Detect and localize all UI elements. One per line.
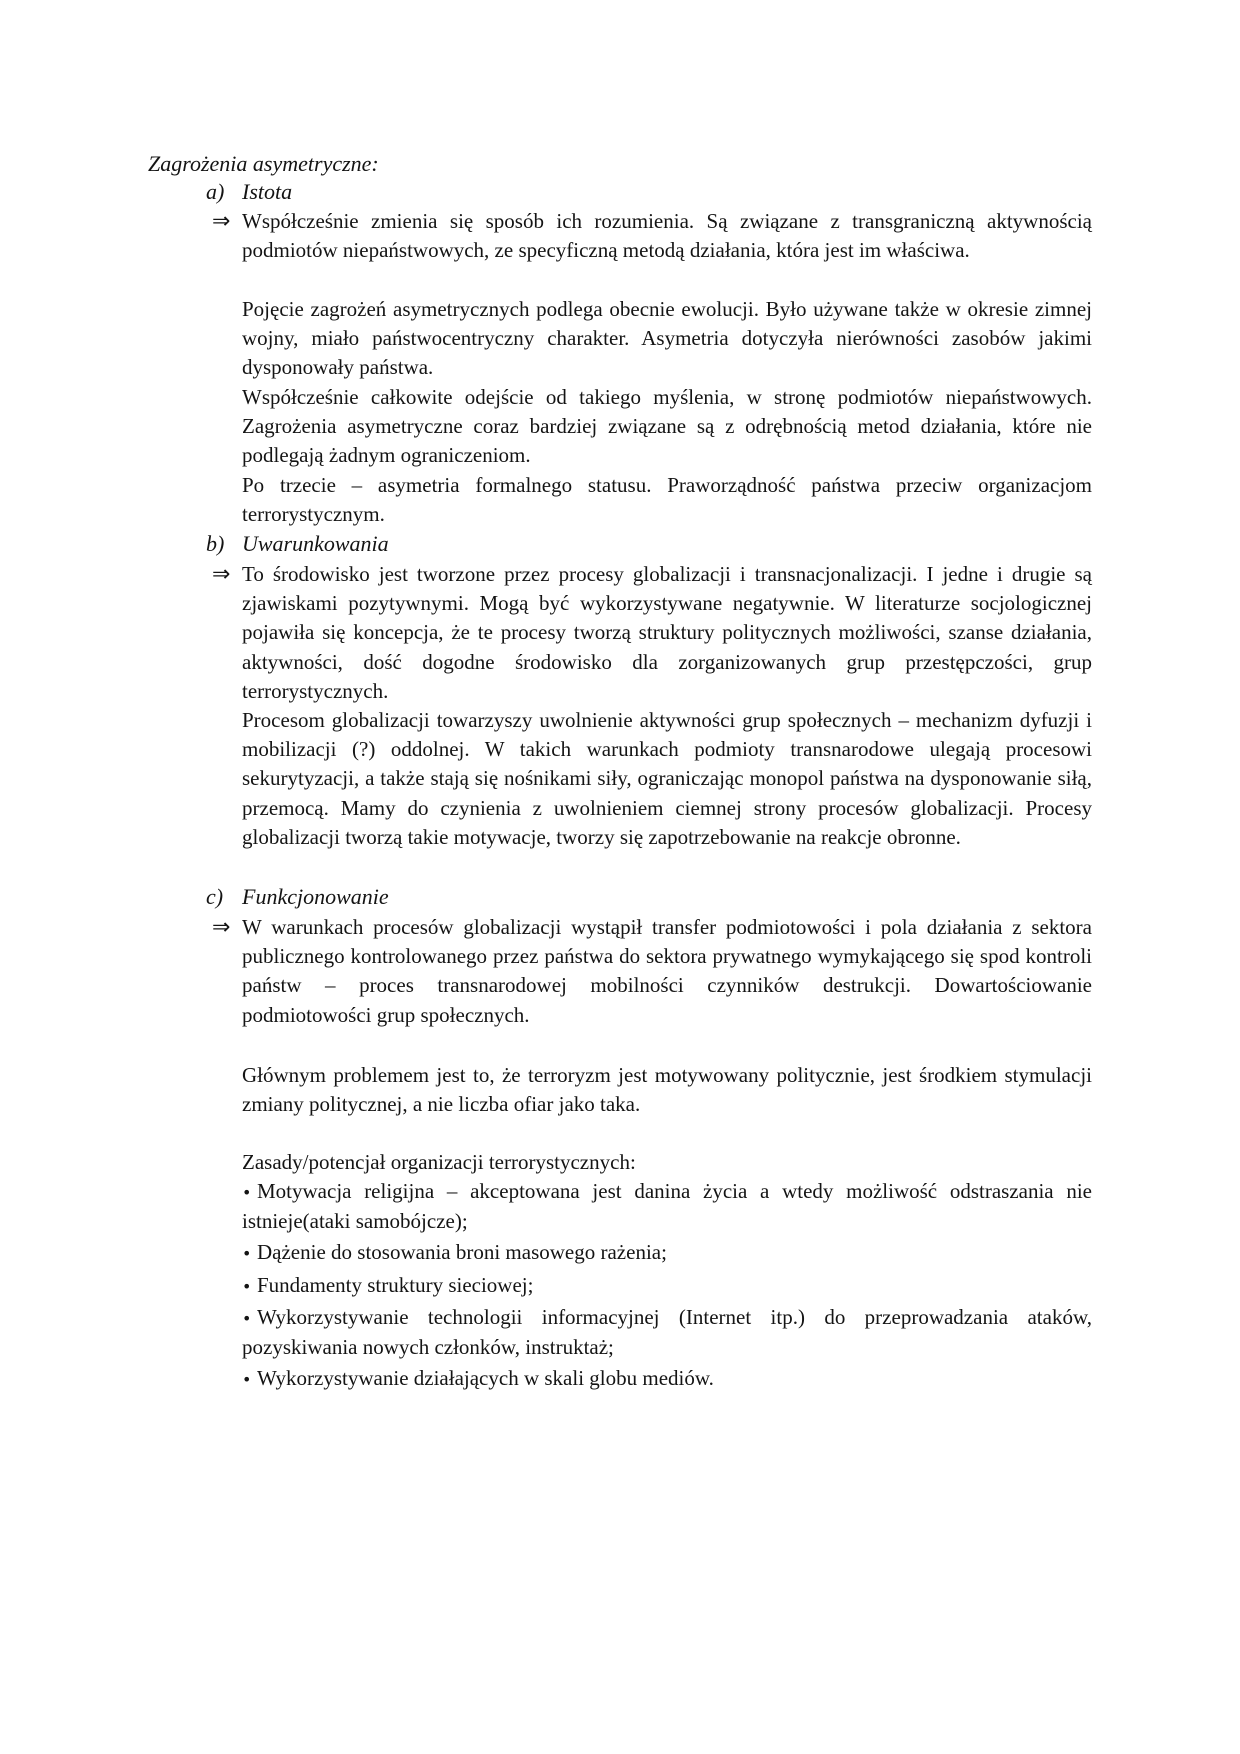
bullet-icon: • (242, 1183, 252, 1202)
section-heading-funkcjonowanie (206, 883, 389, 911)
section-heading-istota (206, 178, 292, 206)
section-heading-label: Istota (242, 179, 293, 204)
list-item (242, 1364, 1092, 1394)
bullet-icon: • (242, 1276, 252, 1296)
section-letter: b) (206, 531, 225, 556)
list-item-text: Motywacja religijna – akceptowana jest danina życia a wtedy możliwość odstraszania nie istnieje(ataki samobójcze); (242, 1179, 1092, 1234)
principles-heading: Zasady/potencjał organizacji terrorystycznych: (242, 1150, 636, 1174)
principles-list (242, 1177, 1092, 1396)
section-letter: a) (206, 179, 225, 204)
section-heading-label: Funkcjonowanie (242, 884, 389, 909)
list-item (242, 1238, 1092, 1268)
section-letter: c) (206, 884, 224, 909)
bullet-icon: • (242, 1370, 252, 1390)
paragraph: To środowisko jest tworzone przez procesy globalizacji i transnacjonalizacji. I jedne i drugie są zjawiskami pozytywnymi. Mogą być wykorzystywane negatywnie. W literaturze socjologicznej pojawiła się koncepcja, że te procesy tworzą struktury politycznych możliwości, szanse działania, aktywności, dość dogodne środowisko dla zorganizowanych grup przestępczości, grup terrorystycznych. (242, 562, 1092, 703)
implies-arrow-icon: ⇒ (212, 562, 231, 587)
section-heading-label: Uwarunkowania (242, 531, 389, 556)
paragraph: Współcześnie całkowite odejście od takiego myślenia, w stronę podmiotów niepaństwowych. Zagrożenia asymetryczne coraz bardziej związane są z odrębnością metod działania, które nie podlegają żadnym ograniczeniom. (242, 385, 1092, 468)
list-item-text: Fundamenty struktury sieciowej; (257, 1272, 534, 1297)
list-item (242, 1303, 1092, 1362)
paragraph: Po trzecie – asymetria formalnego statusu. Praworządność państwa przeciw organizacjom terrorystycznym. (242, 473, 1092, 527)
document-title: Zagrożenia asymetryczne: (148, 151, 379, 176)
paragraph: Procesom globalizacji towarzyszy uwolnienie aktywności grup społecznych – mechanizm dyfuzji i mobilizacji (?) oddolnej. W takich warunkach podmioty transnarodowe ulegają procesowi sekurytyzacji, a także stają się nośnikami siły, ograniczając monopol państwa na dysponowanie siłą, przemocą. Mamy do czynienia z uwolnieniem ciemnej strony procesów globalizacji. Procesy globalizacji tworzą takie motywacje, tworzy się zapotrzebowanie na reakcje obronne. (242, 708, 1092, 849)
list-item (242, 1271, 1092, 1301)
paragraph: Współcześnie zmienia się sposób ich rozumienia. Są związane z transgraniczną aktywnością podmiotów niepaństwowych, ze specyficzną metodą działania, która jest im właściwa. (242, 209, 1092, 263)
paragraph: Pojęcie zagrożeń asymetrycznych podlega obecnie ewolucji. Było używane także w okresie zimnej wojny, miało państwocentryczny charakter. Asymetria dotyczyła nierówności zasobów jakimi dysponowały państwa. (242, 297, 1092, 380)
bullet-icon: • (242, 1244, 252, 1264)
list-item-text: Wykorzystywanie działających w skali globu mediów. (257, 1366, 714, 1391)
bullet-icon: • (242, 1308, 252, 1328)
implies-arrow-icon: ⇒ (212, 915, 231, 940)
implies-arrow-icon: ⇒ (212, 209, 231, 234)
section-heading-uwarunkowania (206, 530, 389, 558)
paragraph: Głównym problemem jest to, że terroryzm jest motywowany politycznie, jest środkiem stymulacji zmiany politycznej, a nie liczba ofiar jako taka. (242, 1063, 1092, 1117)
list-item-text: Wykorzystywanie technologii informacyjnej (Internet itp.) do przeprowadzania ataków, pozyskiwania nowych członków, instruktaż; (242, 1304, 1092, 1360)
list-item (242, 1177, 1092, 1236)
paragraph: W warunkach procesów globalizacji wystąpił transfer podmiotowości i pola działania z sektora publicznego kontrolowanego przez państwa do sektora prywatnego wymykającego się spod kontroli państw – proces transnarodowej mobilności czynników destrukcji. Dowartościowanie podmiotowości grup społecznych. (242, 915, 1092, 1027)
list-item-text: Dążenie do stosowania broni masowego rażenia; (257, 1240, 667, 1265)
